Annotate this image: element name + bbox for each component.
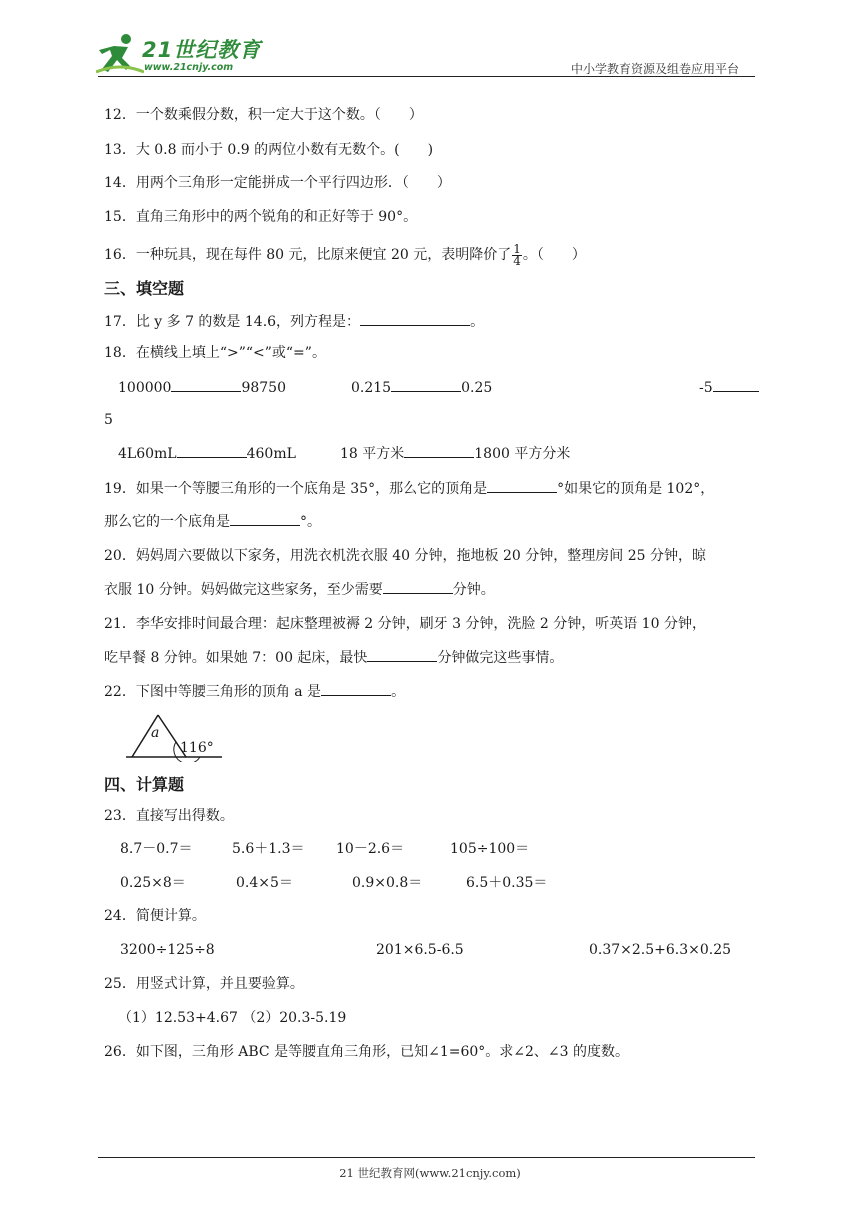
q18-item-2 [351,377,492,398]
question-15: 15．直角三角形中的两个锐角的和正好等于 90°。 [104,209,418,225]
question-13: 13．大 0.8 而小于 0.9 的两位小数有无数个。( ) [104,142,434,158]
q23-calc-6: 0.4×5＝ [236,875,293,891]
question-21-line2 [104,647,563,668]
q20-text-b: 分钟。 [452,582,495,598]
q23-calc-2: 5.6＋1.3＝ [232,841,305,857]
q20-blank[interactable] [383,579,453,594]
question-23-stem: 23．直接写出得数。 [104,808,234,824]
question-26: 26．如下图，三角形 ABC 是等腰直角三角形，已知∠1=60°。求∠2、∠3 的度数。 [104,1044,629,1060]
footer-text: 21 世纪教育网(www.21cnjy.com) [339,1166,521,1180]
q23-calc-8: 6.5＋0.35＝ [466,875,548,891]
q21-text-a: 吃早餐 8 分钟。如果她 7：00 起床，最快 [104,650,368,666]
q18-item-1-blank[interactable] [171,377,241,392]
question-14: 14．用两个三角形一定能拼成一个平行四边形．（ ） [104,175,451,191]
q16-frac-num: 1 [513,242,521,256]
q18-item-4-blank[interactable] [177,443,247,458]
q18-item-2-right: 0.25 [461,380,493,396]
question-21-line1: 21．李华安排时间最合理：起床整理被褥 2 分钟，刷牙 3 分钟，洗脸 2 分钟，听英语 10 分钟， [104,616,706,632]
q18-item-4 [118,443,296,464]
q23-calc-7: 0.9×0.8＝ [352,875,423,891]
question-19-line1 [104,478,714,499]
q18-item-4-right: 460mL [246,446,296,462]
q18-item-5-blank[interactable] [404,443,474,458]
question-12: 12．一个数乘假分数，积一定大于这个数。（ ） [104,107,423,123]
q23-calc-3: 10－2.6＝ [336,841,405,857]
q22-text: 22．下图中等腰三角形的顶角 a 是 [104,684,322,700]
q22-tail: 。 [391,684,406,700]
logo-url-text: www.21cnjy.com [144,62,234,73]
section-3-heading: 三、填空题 [104,279,185,298]
section-4-heading: 四、计算题 [104,775,185,794]
q22-blank[interactable] [321,681,391,696]
q17-tail: 。 [470,314,485,330]
question-20-line2 [104,579,495,600]
platform-text: 中小学教育资源及组卷应用平台 [571,62,740,76]
header-logo [96,32,262,78]
q23-calc-1: 8.7－0.7＝ [120,841,193,857]
q18-item-5-right: 1800 平方分米 [474,446,571,462]
q16-fraction [512,244,522,267]
vertex-angle-label: a [151,725,160,741]
q24-item-3: 0.37×2.5+6.3×0.25 [589,942,732,958]
question-18-stem: 18．在横线上填上“>”“<”或“=”。 [104,345,326,361]
q25-items: （1）12.53+4.67 （2）20.3-5.19 [118,1010,347,1026]
q18-wrap-value: 5 [104,412,113,428]
q18-item-1-left: 100000 [118,380,172,396]
q17-blank[interactable] [360,311,470,326]
q18-item-3 [699,377,759,398]
q17-text: 17．比 y 多 7 的数是 14.6，列方程是： [104,314,361,330]
q16-frac-den: 4 [513,254,521,268]
exterior-angle-label: 116° [180,740,214,756]
question-24-stem: 24．简便计算。 [104,908,206,924]
q18-item-2-blank[interactable] [391,377,461,392]
q18-item-3-left: -5 [699,380,713,396]
question-25-stem: 25．用竖式计算，并且要验算。 [104,976,304,992]
q19-blank-2[interactable] [230,511,300,526]
q18-item-5-left: 18 平方米 [340,446,405,462]
q23-calc-5: 0.25×8＝ [120,875,186,891]
q24-item-2: 201×6.5-6.5 [376,942,464,958]
q18-item-4-left: 4L60mL [118,446,177,462]
question-22 [104,681,405,702]
q19-text-c: 那么它的一个底角是 [104,514,230,530]
logo-main-text: 21世纪教育 [142,38,262,62]
runner-logo-icon [96,32,144,76]
question-19-line2 [104,511,321,532]
isosceles-triangle-figure [118,712,230,762]
question-20-line1: 20．妈妈周六要做以下家务，用洗衣机洗衣服 40 分钟，拖地板 20 分钟，整理房间 25 分钟，晾 [104,548,706,564]
question-17 [104,311,484,332]
question-16 [104,244,586,267]
q16-text: 16．一种玩具，现在每件 80 元，比原来便宜 20 元，表明降价了 [104,247,512,263]
q16-tail: 。（ ） [522,247,586,263]
q19-blank-1[interactable] [487,478,557,493]
q18-item-1-right: 98750 [241,380,286,396]
q19-text-b: °如果它的顶角是 102°， [557,481,715,497]
q23-calc-4: 105÷100＝ [450,841,530,857]
q24-item-1: 3200÷125÷8 [120,942,215,958]
q18-item-3-blank[interactable] [713,377,759,392]
q21-text-b: 分钟做完这些事情。 [437,650,564,666]
header-rule [98,76,755,77]
q19-text-a: 19．如果一个等腰三角形的一个底角是 35°，那么它的顶角是 [104,481,488,497]
q19-text-d: °。 [300,514,321,530]
q18-item-5 [340,443,570,464]
q21-blank[interactable] [367,647,437,662]
q18-item-2-left: 0.215 [351,380,392,396]
q20-text-a: 衣服 10 分钟。妈妈做完这些家务，至少需要 [104,582,383,598]
q18-item-1 [118,377,286,398]
footer-rule [98,1157,755,1158]
